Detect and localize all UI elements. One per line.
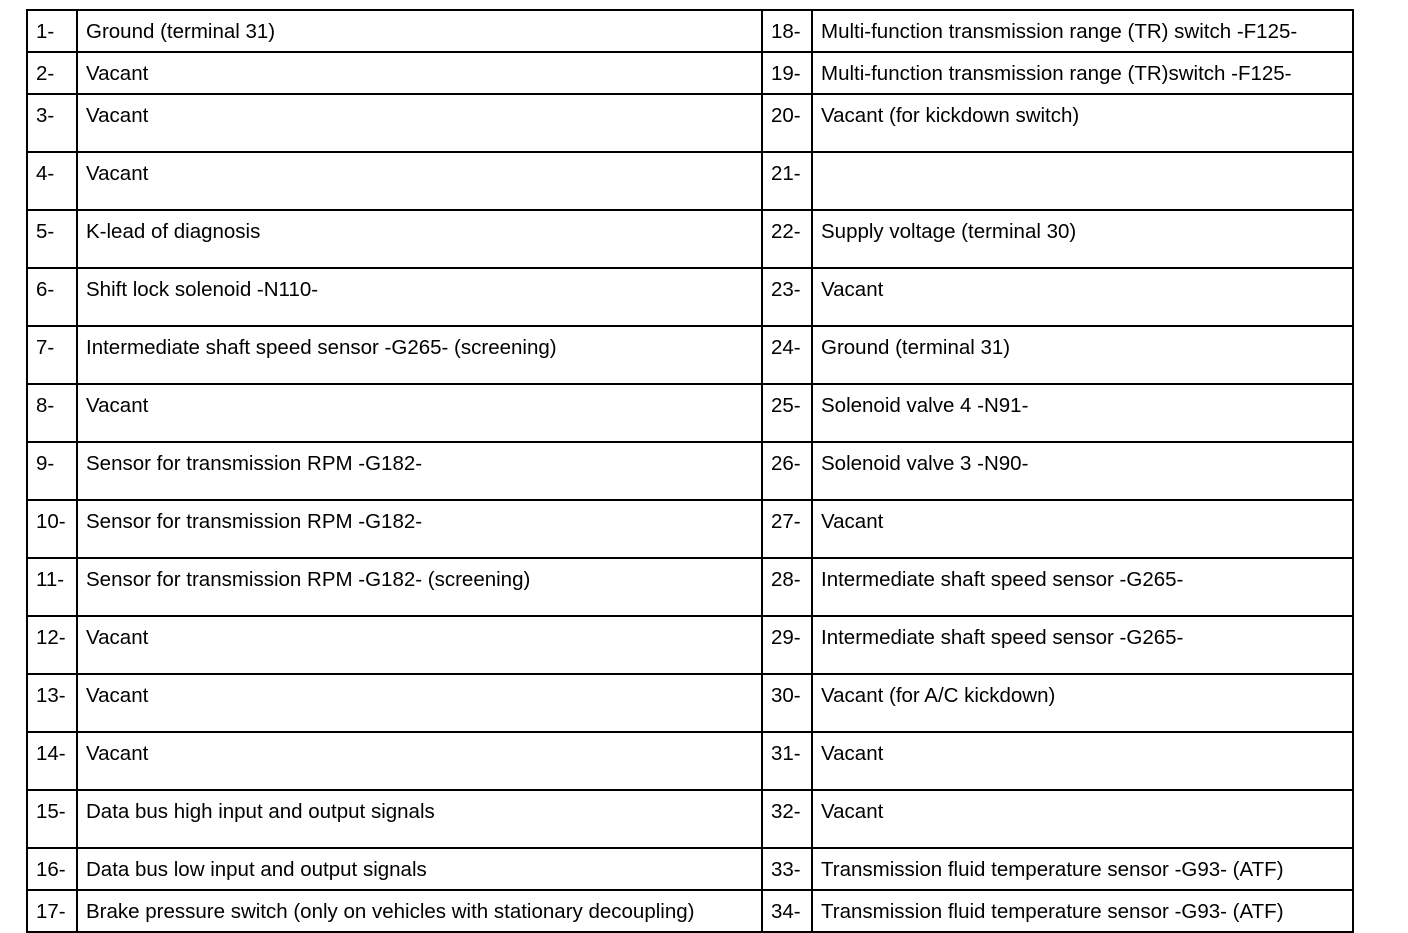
table-row [27, 674, 1353, 732]
pin-number-cell: 12- [27, 616, 77, 674]
pin-description-cell: Vacant [77, 152, 762, 210]
pin-number-cell: 22- [762, 210, 812, 268]
pin-description-cell: Solenoid valve 3 -N90- [812, 442, 1353, 500]
pin-description-cell: Intermediate shaft speed sensor -G265- [812, 616, 1353, 674]
pin-description-cell: Vacant [77, 94, 762, 152]
pin-description-cell: Transmission fluid temperature sensor -G93- (ATF) [812, 848, 1353, 890]
table-row [27, 500, 1353, 558]
pin-description-cell: Vacant [77, 674, 762, 732]
table-row [27, 890, 1353, 932]
pin-description-cell: Solenoid valve 4 -N91- [812, 384, 1353, 442]
pin-description-cell: Intermediate shaft speed sensor -G265- [812, 558, 1353, 616]
table-row [27, 268, 1353, 326]
pin-description-cell: Vacant (for A/C kickdown) [812, 674, 1353, 732]
pin-number-cell: 17- [27, 890, 77, 932]
table-row [27, 52, 1353, 94]
pin-number-cell: 14- [27, 732, 77, 790]
pin-description-cell: Multi-function transmission range (TR) switch -F125- [812, 10, 1353, 52]
pin-number-cell: 7- [27, 326, 77, 384]
table-row [27, 10, 1353, 52]
pin-assignment-table [26, 9, 1354, 933]
pin-description-cell: Sensor for transmission RPM -G182- [77, 442, 762, 500]
table-row [27, 94, 1353, 152]
pin-number-cell: 23- [762, 268, 812, 326]
pin-description-cell: Vacant [812, 790, 1353, 848]
pin-number-cell: 1- [27, 10, 77, 52]
pin-description-cell: Data bus high input and output signals [77, 790, 762, 848]
pin-number-cell: 6- [27, 268, 77, 326]
table-row [27, 384, 1353, 442]
pin-number-cell: 18- [762, 10, 812, 52]
pin-description-cell: Shift lock solenoid -N110- [77, 268, 762, 326]
pin-number-cell: 16- [27, 848, 77, 890]
pin-number-cell: 30- [762, 674, 812, 732]
table-row [27, 616, 1353, 674]
pin-description-cell: Vacant [812, 500, 1353, 558]
pin-number-cell: 8- [27, 384, 77, 442]
pin-number-cell: 19- [762, 52, 812, 94]
pin-number-cell: 2- [27, 52, 77, 94]
pin-description-cell: Brake pressure switch (only on vehicles with stationary decoupling) [77, 890, 762, 932]
pin-description-cell: Data bus low input and output signals [77, 848, 762, 890]
pin-description-cell [812, 152, 1353, 210]
pin-description-cell: Multi-function transmission range (TR)switch -F125- [812, 52, 1353, 94]
pin-description-cell: Transmission fluid temperature sensor -G93- (ATF) [812, 890, 1353, 932]
table-row [27, 326, 1353, 384]
pin-description-cell: Vacant [77, 52, 762, 94]
pin-description-cell: Ground (terminal 31) [77, 10, 762, 52]
pin-number-cell: 27- [762, 500, 812, 558]
table-row [27, 732, 1353, 790]
pin-description-cell: Sensor for transmission RPM -G182- (screening) [77, 558, 762, 616]
pin-number-cell: 24- [762, 326, 812, 384]
pin-number-cell: 3- [27, 94, 77, 152]
pin-description-cell: Vacant (for kickdown switch) [812, 94, 1353, 152]
table-row [27, 558, 1353, 616]
pin-number-cell: 9- [27, 442, 77, 500]
pin-description-cell: Vacant [77, 616, 762, 674]
table-row [27, 152, 1353, 210]
pin-number-cell: 26- [762, 442, 812, 500]
pin-assignment-table-body [27, 10, 1353, 932]
pin-number-cell: 5- [27, 210, 77, 268]
pin-number-cell: 25- [762, 384, 812, 442]
pin-number-cell: 21- [762, 152, 812, 210]
pin-number-cell: 13- [27, 674, 77, 732]
pin-number-cell: 11- [27, 558, 77, 616]
pin-number-cell: 29- [762, 616, 812, 674]
pin-description-cell: Vacant [812, 268, 1353, 326]
pin-description-cell: Ground (terminal 31) [812, 326, 1353, 384]
table-row [27, 442, 1353, 500]
pin-description-cell: Intermediate shaft speed sensor -G265- (screening) [77, 326, 762, 384]
pin-description-cell: Vacant [812, 732, 1353, 790]
pin-number-cell: 33- [762, 848, 812, 890]
pin-number-cell: 15- [27, 790, 77, 848]
pin-number-cell: 31- [762, 732, 812, 790]
pin-number-cell: 4- [27, 152, 77, 210]
pin-description-cell: Supply voltage (terminal 30) [812, 210, 1353, 268]
pin-number-cell: 34- [762, 890, 812, 932]
pin-number-cell: 28- [762, 558, 812, 616]
pin-description-cell: K-lead of diagnosis [77, 210, 762, 268]
pin-number-cell: 32- [762, 790, 812, 848]
pin-description-cell: Vacant [77, 732, 762, 790]
table-row [27, 848, 1353, 890]
pin-description-cell: Vacant [77, 384, 762, 442]
pin-description-cell: Sensor for transmission RPM -G182- [77, 500, 762, 558]
table-row [27, 790, 1353, 848]
pin-number-cell: 20- [762, 94, 812, 152]
table-row [27, 210, 1353, 268]
pin-number-cell: 10- [27, 500, 77, 558]
